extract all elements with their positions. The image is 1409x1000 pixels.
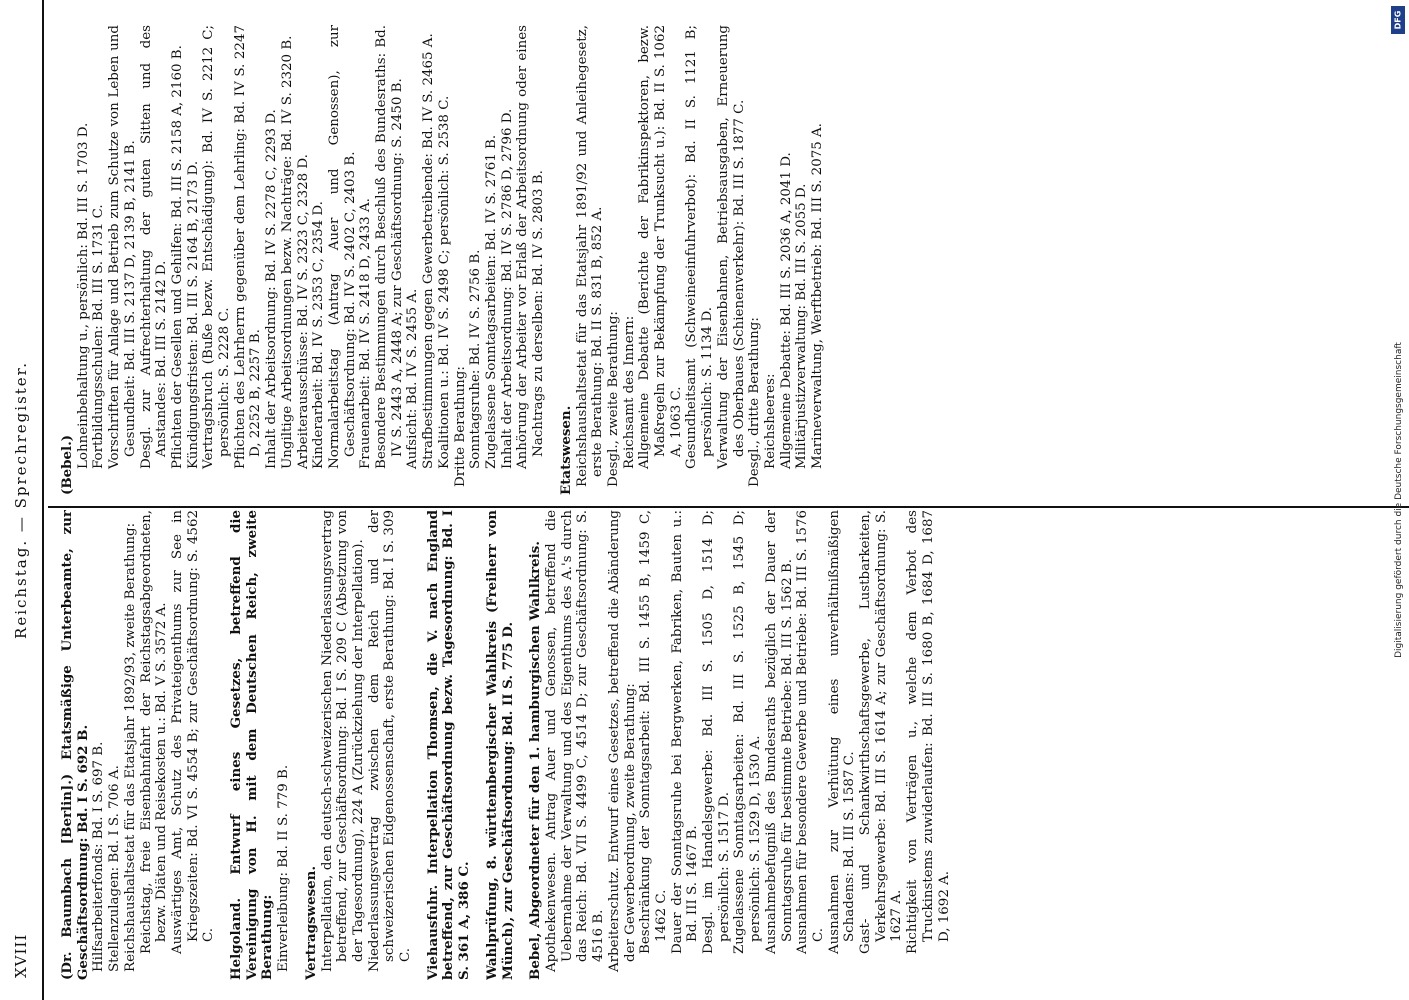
register-entry: Ausnahmen zur Verhütung eines unverhältnißmäßigen Schadens: Bd. III S. 1587 C. (826, 510, 858, 954)
dfg-logo: DFG (1391, 6, 1405, 34)
register-entry: Helgoland. Entwurf eines Gesetzes, betreffend die Vereinigung von H. mit dem Deutschen Reich, zweite Berathung: (228, 510, 276, 980)
register-entry: Inhalt der Arbeitsordnung: Bd. IV S. 2786 D, 2796 D. (499, 108, 515, 469)
register-entry: Einverleibung: Bd. II S. 779 B. (276, 764, 292, 972)
register-entry: Lohneinbehaltung u., persönlich: Bd. III S. 1703 D. (75, 122, 91, 469)
register-entry: Bebel, Abgeordneter für den 1. hamburgischen Wahlkreis. (527, 541, 544, 980)
register-entry: (Bebel.) (59, 434, 75, 495)
register-entry: Arbeiterschutz. Entwurf eines Gesetzes, betreffend die Abänderung der Gewerbeordnung, zweite Berathung: (606, 510, 638, 972)
register-entry: Ungiltige Arbeitsordnungen bezw. Nachträge: Bd. IV S. 2320 B. (279, 35, 295, 469)
register-entry: Anhörung der Arbeiter vor Erlaß der Arbeitsordnung oder eines Nachtrags zu derselben: Bd. IV S. 2803 B. (515, 25, 547, 469)
register-entry: Militärjustizverwaltung: Bd. III S. 2055 D. (794, 183, 810, 469)
right-column (48, 25, 1409, 495)
page-number: XVIII (12, 933, 30, 978)
register-entry: Dritte Berathung: (452, 366, 468, 487)
register-entry: Pflichten der Gesellen und Gehilfen: Bd. III S. 2158 A, 2160 B. (169, 45, 185, 469)
register-entry: Marineverwaltung, Werftbetrieb: Bd. III S. 2075 A. (810, 123, 826, 469)
register-entry: Allgemeine Debatte (Berichte der Fabrikinspektoren, bezw. Maßregeln zur Bekämpfung der Trunksucht u.): Bd. II S. 1062 A, 1063 C. (637, 25, 684, 469)
register-entry: Zugelassene Sonntagsarbeiten: Bd. III S. 1525 B, 1545 D; persönlich: S. 1529 D, 1530 A. (732, 510, 764, 954)
register-entry: Inhalt der Arbeitsordnung: Bd. IV S. 2278 C, 2293 D. (264, 109, 280, 469)
register-entry: Auswärtiges Amt, Schutz des Privateigenthums zur See in Kriegszeiten: Bd. VI S. 4554 B; zur Geschäftsordnung: S. 4562 C. (169, 510, 217, 954)
register-entry: Ausnahmebefugniß des Bundesraths bezüglich der Dauer der Sonntagsruhe für bestimmte Betriebe: Bd. III S. 1562 B. (763, 510, 795, 954)
register-entry: Reichsheeres: (762, 373, 778, 469)
register-entry: Vorschriften für Anlage und Betrieb zum Schutze von Leben und Gesundheit: Bd. III S. 2137 D, 2139 B, 2141 B. (107, 25, 138, 469)
register-entry: Fortbildungsschulen: Bd. III S. 1731 C. (91, 204, 107, 469)
register-entry: Desgl. im Handelsgewerbe: Bd. III S. 1505 D, 1514 D; persönlich: S. 1517 D. (701, 510, 732, 954)
register-entry: Gesundheitsamt (Schweineeinfuhrverbot): Bd. II S. 1121 B; persönlich: S. 1134 D. (684, 25, 716, 469)
register-entry: Arbeiterausschüsse: Bd. IV S. 2323 C, 2328 D. (295, 154, 311, 469)
register-entry: Niederlassungsvertrag zwischen dem Reich und der schweizerischen Eidgenossenschaft, erste Berathung: Bd. I S. 309 C. (366, 510, 414, 972)
register-entry: Reichshaushaltsetat für das Etatsjahr 1892/93, zweite Berathung: (122, 522, 138, 972)
register-entry: Wahlprüfung, 8. württembergischer Wahlkreis (Freiherr von Münch), zur Geschäftsordnung: Bd. II S. 775 D. (483, 510, 516, 980)
register-entry: Vertragswesen. (302, 865, 319, 980)
column-divider (48, 506, 1409, 508)
register-entry: Stellenzulagen: Bd. I S. 706 A. (107, 765, 123, 972)
running-title: Reichstag. — Sprechregister. (12, 361, 30, 639)
register-entry: Hilfsarbeiterfonds: Bd. I S. 697 B. (91, 741, 107, 972)
register-entry: Aufsicht: Bd. IV S. 2455 A. (405, 288, 421, 469)
register-entry: Vertragsbruch (Buße bezw. Entschädigung): Bd. IV S. 2212 C; persönlich: S. 2228 C. (201, 25, 233, 469)
register-entry: Besondere Bestimmungen durch Beschluß des Bundesraths: Bd. IV S. 2443 A, 2448 A; zur Geschäftsordnung: S. 2450 B. (374, 25, 405, 469)
register-entry: Reichstag, freie Eisenbahnfahrt der Reichstagsabgeordneten, bezw. Diäten und Reisekosten u.: Bd. V S. 3572 A. (138, 510, 170, 954)
register-entry: Kündigungsfristen: Bd. III S. 2164 B, 2173 D. (185, 160, 201, 469)
running-head (14, 0, 44, 1000)
register-entry: Etatswesen. (557, 405, 574, 495)
register-entry: Reichshaushaltsetat für das Etatsjahr 1891/92 und Anleihegesetz, erste Berathung: Bd. II S. 831 B, 852 A. (574, 25, 606, 487)
register-entry: Desgl., dritte Berathung: (747, 317, 763, 487)
register-entry: Reichsamt des Innern: (621, 315, 637, 469)
register-entry: Apothekenwesen. Antrag Auer und Genossen, betreffend die Uebernahme der Verwaltung und des Eigenthums des A.'s durch das Reich: Bd. VII S. 4499 C, 4514 D; zur Geschäftsordnung: S. 4516 B. (543, 510, 607, 972)
register-entry: Desgl., zweite Berathung: (605, 311, 621, 487)
register-entry: Gast- und Schankwirthschaftsgewerbe, Lustbarkeiten, Verkehrsgewerbe: Bd. III S. 1614 A; zur Geschäftsordnung: S. 1627 A. (858, 510, 905, 954)
register-columns (48, 0, 1409, 1000)
register-entry: Frauenarbeit: Bd. IV S. 2418 D, 2433 A. (358, 198, 374, 469)
register-entry: Viehausfuhr. Interpellation Thomsen, die V. nach England betreffend, zur Geschäftsordnung bezw. Tagesordnung: Bd. I S. 361 A, 386 C. (424, 510, 473, 980)
register-entry: Beschränkung der Sonntagsarbeit: Bd. III S. 1455 B, 1459 C, 1462 C. (638, 510, 669, 954)
register-entry: Dauer der Sonntagsruhe bei Bergwerken, Fabriken, Bauten u.: Bd. III S. 1467 B. (669, 510, 701, 954)
register-entry: Strafbestimmungen gegen Gewerbetreibende: Bd. IV S. 2465 A. (421, 33, 437, 469)
register-entry: Desgl. zur Aufrechterhaltung der guten Sitten und des Anstandes: Bd. III S. 2142 D. (138, 25, 170, 469)
register-entry: Koalitionen u.: Bd. IV S. 2498 C; persönlich: S. 2538 C. (436, 95, 452, 469)
register-entry: (Dr. Baumbach [Berlin].) Etatsmäßige Unterbeamte, zur Geschäftsordnung: Bd. I S. 692 B. (59, 510, 91, 980)
register-entry: Kinderarbeit: Bd. IV S. 2353 C, 2354 D. (311, 201, 327, 469)
register-entry: Richtigkeit von Verträgen u., welche dem Verbot des Truckinstems zuwiderlaufen: Bd. III S. 1680 B, 1684 D, 1687 D, 1692 A. (905, 510, 952, 954)
register-entry: Ausnahmen für besondere Gewerbe und Betriebe: Bd. III S. 1576 C. (795, 510, 826, 954)
register-entry: Interpellation, den deutsch-schweizerischen Niederlassungsvertrag betreffend, zur Geschäftsordnung: Bd. I S. 209 C (Absetzung von der Tagesordnung), 224 A (Zurückziehung der Interpellation). (319, 510, 366, 972)
register-entry: Allgemeine Debatte: Bd. III S. 2036 A, 2041 D. (778, 152, 794, 469)
left-column (48, 510, 1409, 980)
register-entry: Pflichten des Lehrherrn gegenüber dem Lehrling: Bd. IV S. 2247 D, 2252 B, 2257 B. (232, 25, 264, 469)
register-entry: Verwaltung der Eisenbahnen, Betriebsausgaben, Erneuerung des Oberbaues (Schienenverkehr): Bd. III S. 1877 C. (715, 25, 747, 469)
register-entry: Normalarbeitstag (Antrag Auer und Genossen), zur Geschäftsordnung: Bd. IV S. 2402 C, 2403 B. (326, 25, 358, 469)
register-entry: Sonntagsruhe: Bd. IV S. 2756 B. (468, 249, 484, 469)
register-entry: Zugelassene Sonntagsarbeiten: Bd. IV S. 2761 B. (483, 134, 499, 469)
